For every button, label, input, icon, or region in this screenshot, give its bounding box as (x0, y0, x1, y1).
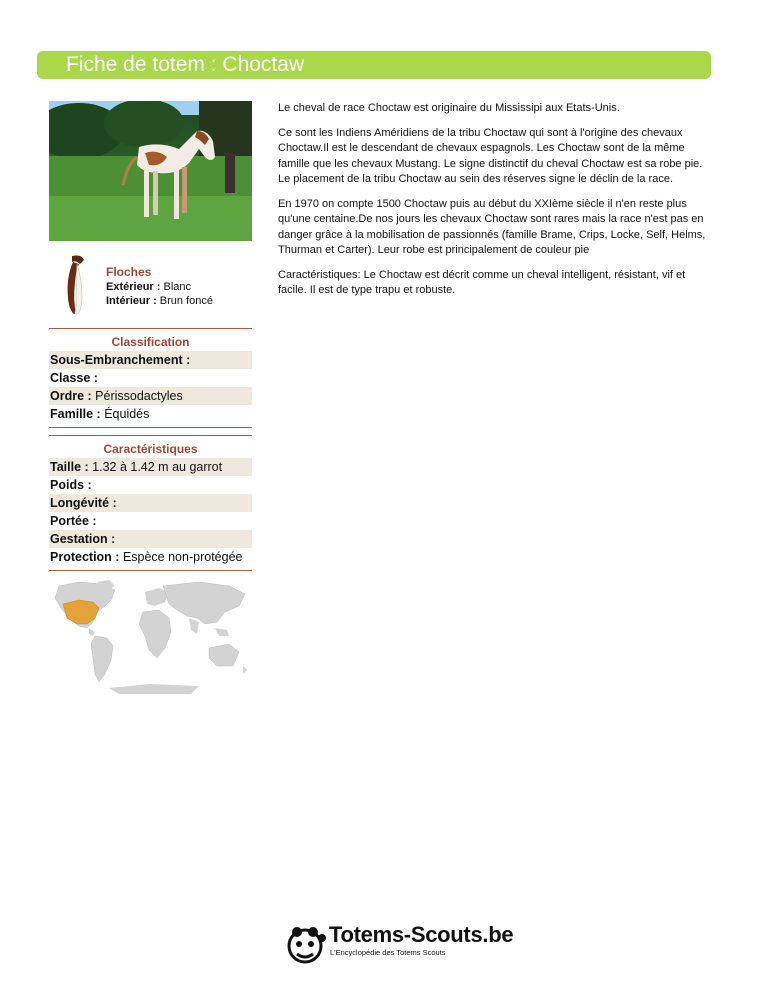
row-label: Protection : (50, 550, 120, 564)
caracteristiques-panel (49, 435, 252, 571)
caracteristiques-row (49, 548, 252, 566)
content-paragraph: Caractéristiques: Le Choctaw est décrit comme un cheval intelligent, résistant, vif et facile. Il est de type trapu et robuste. (278, 268, 686, 296)
horse-photo (49, 101, 252, 241)
page-title: Fiche de totem : Choctaw (66, 53, 305, 76)
classification-panel (49, 328, 252, 428)
floches-exterieur (106, 281, 191, 293)
row-label: Sous-Embranchement : (50, 353, 191, 367)
row-label: Taille : (50, 460, 89, 474)
content-paragraph: En 1970 on compte 1500 Choctaw puis au début du XXIème siècle il n'en reste plus qu'une centaine.De nos jours les chevaux Choctaw sont rares mais la race n'est pas en danger grâce à la mobilisation de passionnés (famille Brame, Crips, Locke, Self, Helms, Thurman et Carter). Leur robe est principalement de couleur pie (278, 197, 706, 256)
floches-interieur (106, 295, 213, 307)
floches-title: Floches (106, 265, 152, 279)
caracteristiques-row (49, 476, 252, 494)
content-paragraph: Ce sont les Indiens Améridiens de la tribu Choctaw qui sont à l'origine des chevaux Choctaw.Il est le descendant de chevaux espagnols. Les Choctaw sont de la même famille que les chevaux Mustang. Le signe distinctif du cheval Choctaw est sa robe pie. Le placement de la tribu Choctaw au sein des réserves signe le déclin de la race. (278, 126, 703, 185)
caracteristiques-title: Caractéristiques (103, 442, 198, 456)
caracteristiques-row (49, 458, 252, 476)
floches-icon (60, 254, 90, 316)
classification-row (49, 387, 252, 405)
caracteristiques-row (49, 494, 252, 512)
divider (49, 328, 252, 329)
content-paragraph: Le cheval de race Choctaw est originaire du Mississipi aux Etats-Unis. (278, 102, 620, 114)
classification-title: Classification (111, 335, 190, 349)
footer-logo (285, 922, 514, 964)
footer-brand: Totems-Scouts.be (329, 922, 514, 947)
main-content (278, 101, 710, 308)
divider (49, 427, 252, 428)
row-value: 1.32 à 1.42 m au garrot (92, 460, 223, 474)
divider (49, 570, 252, 571)
floches-interieur-label: Intérieur : (106, 295, 157, 307)
row-label: Classe : (50, 371, 98, 385)
row-label: Famille : (50, 407, 101, 421)
row-label: Longévité : (50, 496, 117, 510)
row-value: Équidés (104, 407, 150, 421)
row-label: Poids : (50, 478, 92, 492)
floches-exterieur-label: Extérieur : (106, 281, 161, 293)
page-header (37, 51, 711, 79)
row-label: Ordre : (50, 389, 92, 403)
caracteristiques-row (49, 512, 252, 530)
classification-row (49, 351, 252, 369)
footer-tagline: L'Encyclopédie des Totems Scouts (330, 948, 446, 957)
classification-row (49, 369, 252, 387)
row-label: Gestation : (50, 532, 116, 546)
caracteristiques-row (49, 530, 252, 548)
row-value: Espèce non-protégée (122, 550, 243, 564)
floches-interieur-value: Brun foncé (159, 295, 213, 307)
row-value: Périssodactyles (95, 389, 183, 403)
world-map (49, 578, 252, 696)
divider (49, 435, 252, 436)
floches-exterieur-value: Blanc (163, 281, 192, 293)
row-label: Portée : (50, 514, 97, 528)
classification-row (49, 405, 252, 423)
scout-logo-icon (285, 924, 327, 964)
